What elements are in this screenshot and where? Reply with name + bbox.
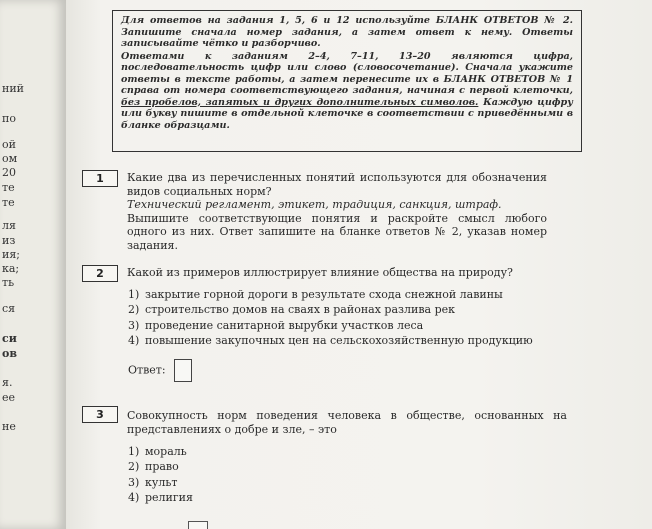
instruction-paragraph-1: Для ответов на задания 1, 5, 6 и 12 используйте БЛАНК ОТВЕТОВ № 2. Запишите сначала номер задания, а затем ответ к нему. Ответы записывайте чётко и разборчиво. (121, 15, 573, 49)
left-page-fragment: не (2, 420, 16, 433)
instruction-text-b: Каждую цифру или букву пишите в отдельной клеточке в соответствии с приведёнными в бланке образцами. (121, 96, 574, 131)
task-3-question: Совокупность норм поведения человека в обществе, основанных на представлениях о добре и зле, – это (127, 409, 567, 436)
left-page-edge (0, 0, 66, 529)
task-1-instruction: Выпишите соответствующие понятия и раскройте смысл любого одного из них. Ответ запишите на бланке ответов № 2, указав номер задания. (127, 211, 547, 252)
left-page-fragment: ся (2, 302, 16, 315)
left-page-fragment: я. (2, 376, 13, 389)
task-3-option[interactable]: 4) религия (128, 491, 193, 505)
task-3-option[interactable]: 3) культ (128, 475, 178, 489)
left-page-fragment: ее (2, 391, 16, 404)
left-page-fragment: ка; (2, 262, 20, 275)
task-1-terms: Технический регламент, этикет, традиция, санкция, штраф. (127, 198, 502, 211)
task-1-question: Какие два из перечисленных понятий используются для обозначения видов социальных норм? (127, 171, 547, 198)
task-2-option[interactable]: 2) строительство домов на сваях в районах разлива рек (128, 303, 455, 317)
left-page-fragment: ия; (2, 248, 20, 261)
left-page-fragment: те (2, 181, 15, 194)
left-page-fragment: ов (2, 347, 17, 360)
task-number-3: 3 (82, 406, 118, 423)
task-3-option[interactable]: 2) право (128, 460, 179, 474)
left-page-fragment: си (2, 332, 17, 345)
task-3-answer-box[interactable] (188, 521, 208, 529)
left-page-fragment: ть (2, 276, 15, 289)
task-2-option[interactable]: 3) проведение санитарной вырубки участков леса (128, 318, 424, 332)
task-2-options (128, 287, 533, 349)
left-page-fragment: по (2, 112, 16, 125)
left-page-fragment: ля (2, 219, 16, 232)
task-3-option[interactable]: 1) мораль (128, 445, 187, 458)
left-page-fragment: ний (2, 82, 24, 95)
answer-label: Ответ: (128, 363, 166, 377)
instruction-paragraph-2 (121, 51, 573, 132)
task-number-2: 2 (82, 265, 118, 282)
answer-box[interactable] (174, 359, 192, 382)
task-3-options (128, 444, 193, 506)
instruction-box (112, 10, 582, 152)
instruction-underlined: без пробелов, запятых и других дополнительных символов. (121, 96, 479, 108)
task-number-1: 1 (82, 170, 118, 187)
left-page-fragment: 20 (2, 166, 16, 179)
left-page-fragment: те (2, 196, 15, 209)
task-1-text (127, 171, 547, 252)
left-page-fragment: ой (2, 138, 16, 151)
left-page-fragment: ом (2, 152, 18, 165)
instruction-text-a: Ответами к заданиям 2–4, 7–11, 13–20 являются цифра, последовательность цифр или слово (словосочетание). Сначала укажите ответы в тексте работы, а затем перенесите их в БЛАНК ОТВЕТОВ № 1 справа от номера соответствующего задания, начиная с первой клеточки, (121, 50, 573, 96)
task-2-answer-row (128, 359, 192, 382)
task-2-question: Какой из примеров иллюстрирует влияние общества на природу? (127, 266, 513, 279)
exam-page (66, 0, 652, 529)
task-2-option[interactable]: 4) повышение закупочных цен на сельскохозяйственную продукцию (128, 334, 533, 348)
task-2-option[interactable]: 1) закрытие горной дороги в результате схода снежной лавины (128, 288, 503, 301)
left-page-fragment: из (2, 234, 16, 247)
